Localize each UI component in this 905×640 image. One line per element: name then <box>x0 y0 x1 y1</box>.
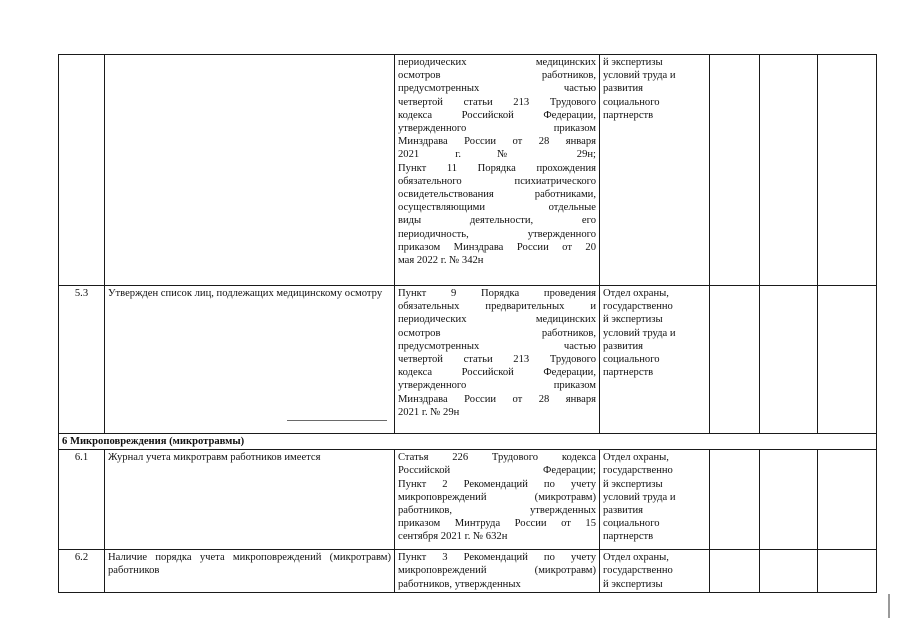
empty-cell <box>760 286 818 434</box>
text-line: партнерств <box>603 109 654 121</box>
text-line: приказом Минздрава России от 20 <box>398 241 596 253</box>
text-line: й экспертизы <box>603 314 663 326</box>
text-line: Пункт 3 Рекомендаций по учету <box>398 552 596 564</box>
text-line: предусмотренных частью <box>398 340 596 352</box>
responsible-text <box>600 550 710 593</box>
empty-cell <box>760 450 818 550</box>
text-line: государственно <box>603 301 673 313</box>
text-line: партнерств <box>603 531 654 543</box>
empty-cell <box>710 550 760 593</box>
legal-basis-text <box>395 286 600 434</box>
text-line: мая 2022 г. № 342н <box>398 255 484 267</box>
text-line: микроповреждений (микротравм) <box>398 565 596 577</box>
text-line: развития <box>603 505 644 517</box>
text-line: Отдел охраны, <box>603 552 669 564</box>
empty-cell <box>760 55 818 286</box>
text-line: государственно <box>603 465 673 477</box>
text-line: развития <box>603 340 644 352</box>
empty-cell <box>818 55 877 286</box>
scan-edge-mark <box>888 594 890 618</box>
text-line: Российской Федерации; <box>398 465 596 477</box>
empty-cell <box>818 550 877 593</box>
text-line: Отдел охраны, <box>603 452 669 464</box>
checklist-table <box>58 54 877 593</box>
text-line: утвержденного приказом <box>398 380 596 392</box>
responsible-text <box>600 450 710 550</box>
text-line: периодичность, утвержденного <box>398 228 596 240</box>
requirement-text: Журнал учета микротравм работников имеется <box>105 450 395 550</box>
text-line: й экспертизы <box>603 578 663 590</box>
empty-cell <box>818 450 877 550</box>
text-line: социального <box>603 96 660 108</box>
table-row-6-1 <box>59 450 877 550</box>
text-line: предусмотренных частью <box>398 83 596 95</box>
text-line: Минздрава России от 28 января <box>398 136 596 148</box>
text-line: социального <box>603 354 660 366</box>
empty-cell <box>710 55 760 286</box>
table-row-continuation <box>59 55 877 286</box>
text-line: Пункт 9 Порядка проведения <box>398 288 596 299</box>
text-line: работников, утвержденных <box>398 578 521 590</box>
table-row-5-3 <box>59 286 877 434</box>
requirement-text: Утвержден список лиц, подлежащих медицинскому осмотру <box>105 286 395 434</box>
text-line: 2021 г. № 29н <box>398 406 460 418</box>
text-line: микроповреждений (микротравм) <box>398 491 596 503</box>
text-line: периодических медицинских <box>398 314 596 326</box>
text-line: четвертой статьи 213 Трудового <box>398 354 596 366</box>
text-line: 2021 г. № 29н; <box>398 149 596 161</box>
empty-cell <box>710 450 760 550</box>
text-line: осмотров работников, <box>398 327 596 339</box>
text-line: Отдел охраны, <box>603 288 669 299</box>
legal-basis-text <box>395 55 600 286</box>
requirement-text: Наличие порядка учета микроповреждений (микротравм) работников <box>105 550 395 593</box>
text-line: кодекса Российской Федерации, <box>398 367 596 379</box>
table-row-6-2 <box>59 550 877 593</box>
text-line: Минздрава России от 28 января <box>398 393 596 405</box>
text-line: освидетельствования работниками, <box>398 189 596 201</box>
empty-cell <box>818 286 877 434</box>
text-line: й экспертизы <box>603 478 663 490</box>
empty-cell <box>760 550 818 593</box>
text-line: виды деятельности, его <box>398 215 596 227</box>
text-line: условий труда и <box>603 491 676 503</box>
text-line: периодических медицинских <box>398 57 596 68</box>
text-line: осмотров работников, <box>398 70 596 82</box>
text-line: условий труда и <box>603 327 676 339</box>
row-number: 6.2 <box>59 550 105 593</box>
text-line: сентября 2021 г. № 632н <box>398 531 508 543</box>
text-line: Статья 226 Трудового кодекса <box>398 452 596 464</box>
text-line: четвертой статьи 213 Трудового <box>398 96 596 108</box>
text-line: осуществляющими отдельные <box>398 202 596 214</box>
row-number: 6.1 <box>59 450 105 550</box>
text-line: Пункт 11 Порядка прохождения <box>398 162 596 174</box>
text-line: государственно <box>603 565 673 577</box>
text-line: кодекса Российской Федерации, <box>398 109 596 121</box>
text-line: условий труда и <box>603 70 676 82</box>
legal-basis-text <box>395 550 600 593</box>
text-line: й экспертизы <box>603 57 663 68</box>
text-line: работников, утвержденных <box>398 505 596 517</box>
text-line: развития <box>603 83 644 95</box>
legal-basis-text <box>395 450 600 550</box>
responsible-text <box>600 286 710 434</box>
responsible-text <box>600 55 710 286</box>
text-line: утвержденного приказом <box>398 123 596 135</box>
text-line: приказом Минтруда России от 15 <box>398 518 596 530</box>
empty-cell <box>710 286 760 434</box>
requirement-text <box>105 55 395 286</box>
text-line: партнерств <box>603 367 654 379</box>
text-line: обязательных предварительных и <box>398 301 596 313</box>
text-line: обязательного психиатрического <box>398 175 596 187</box>
row-number: 5.3 <box>59 286 105 434</box>
row-number <box>59 55 105 286</box>
text-line: социального <box>603 518 660 530</box>
text-line: Пункт 2 Рекомендаций по учету <box>398 478 596 490</box>
section-header-row <box>59 434 877 450</box>
section-title: 6 Микроповреждения (микротравмы) <box>59 434 877 450</box>
